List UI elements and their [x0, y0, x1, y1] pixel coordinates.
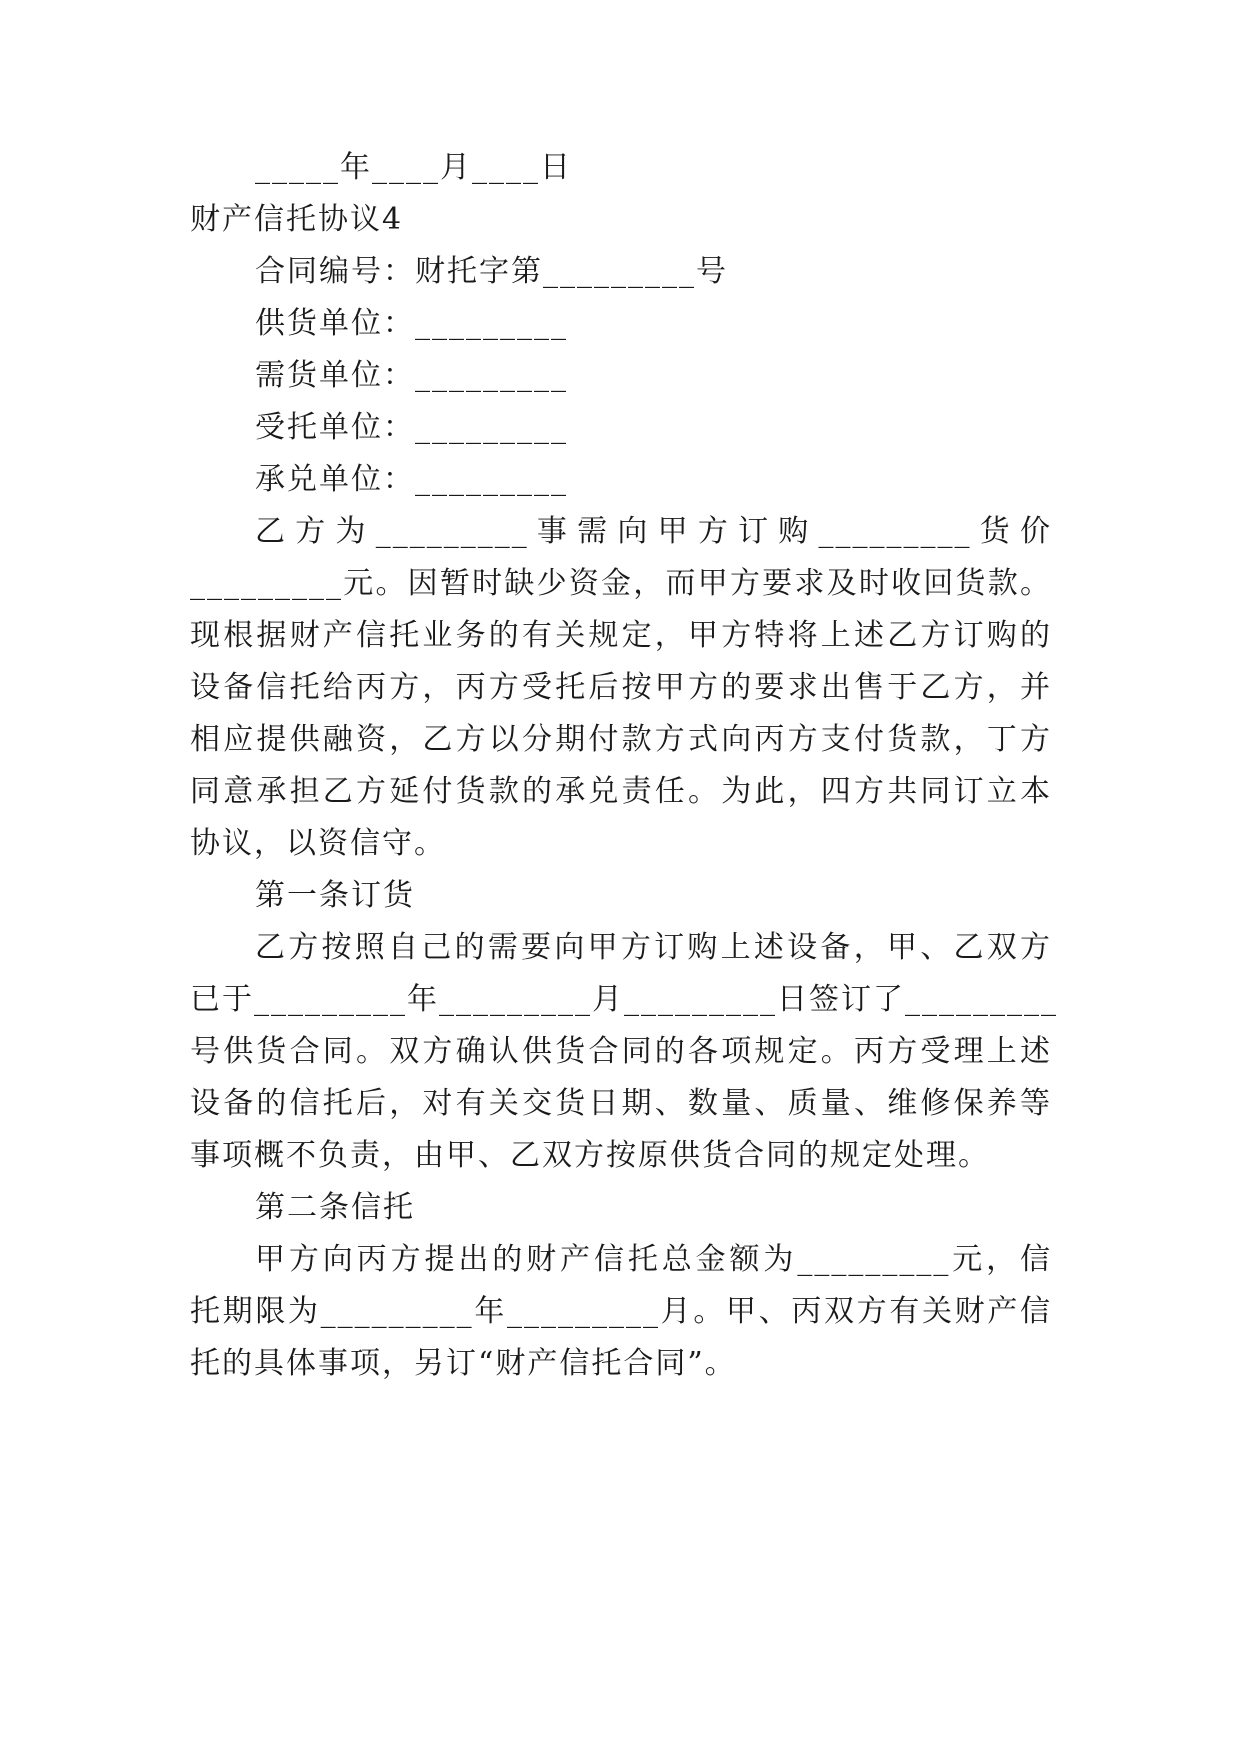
contract-number-line: 合同编号：财托字第_________号	[255, 254, 728, 289]
paragraph-line: 协议，以资信守。	[190, 826, 446, 861]
date-line: _____年____月____日	[255, 150, 572, 185]
document-title: 财产信托协议4	[190, 202, 404, 237]
paragraph-line: 甲方向丙方提出的财产信托总金额为_________元，信	[255, 1242, 1052, 1277]
paragraph-line: 已于_________年_________月_________日签订了_________	[190, 982, 1058, 1017]
paragraph-line: 相应提供融资，乙方以分期付款方式向丙方支付货款，丁方	[190, 722, 1052, 757]
paragraph-line: 托的具体事项，另订“财产信托合同”。	[190, 1346, 737, 1381]
paragraph-line: 事项概不负责，由甲、乙双方按原供货合同的规定处理。	[190, 1138, 990, 1173]
paragraph-line: 乙方按照自己的需要向甲方订购上述设备，甲、乙双方	[255, 930, 1052, 965]
paragraph-line: 同意承担乙方延付货款的承兑责任。为此，四方共同订立本	[190, 774, 1052, 809]
paragraph-line: _________元。因暂时缺少资金，而甲方要求及时收回货款。	[190, 566, 1052, 601]
buyer-line: 需货单位：_________	[255, 358, 568, 393]
supplier-line: 供货单位：_________	[255, 306, 568, 341]
paragraph-line: 号供货合同。双方确认供货合同的各项规定。丙方受理上述	[190, 1034, 1052, 1069]
paragraph-line: 设备信托给丙方，丙方受托后按甲方的要求出售于乙方，并	[190, 670, 1052, 705]
paragraph-line: 现根据财产信托业务的有关规定，甲方特将上述乙方订购的	[190, 618, 1052, 653]
article-heading: 第一条订货	[255, 878, 415, 913]
paragraph-line: 托期限为_________年_________月。甲、丙双方有关财产信	[190, 1294, 1052, 1329]
article-heading: 第二条信托	[255, 1190, 415, 1225]
paragraph-line: 设备的信托后，对有关交货日期、数量、质量、维修保养等	[190, 1086, 1052, 1121]
acceptor-line: 承兑单位：_________	[255, 462, 568, 497]
paragraph-line: 乙方为_________事需向甲方订购_________货价	[255, 514, 1052, 549]
trustee-line: 受托单位：_________	[255, 410, 568, 445]
